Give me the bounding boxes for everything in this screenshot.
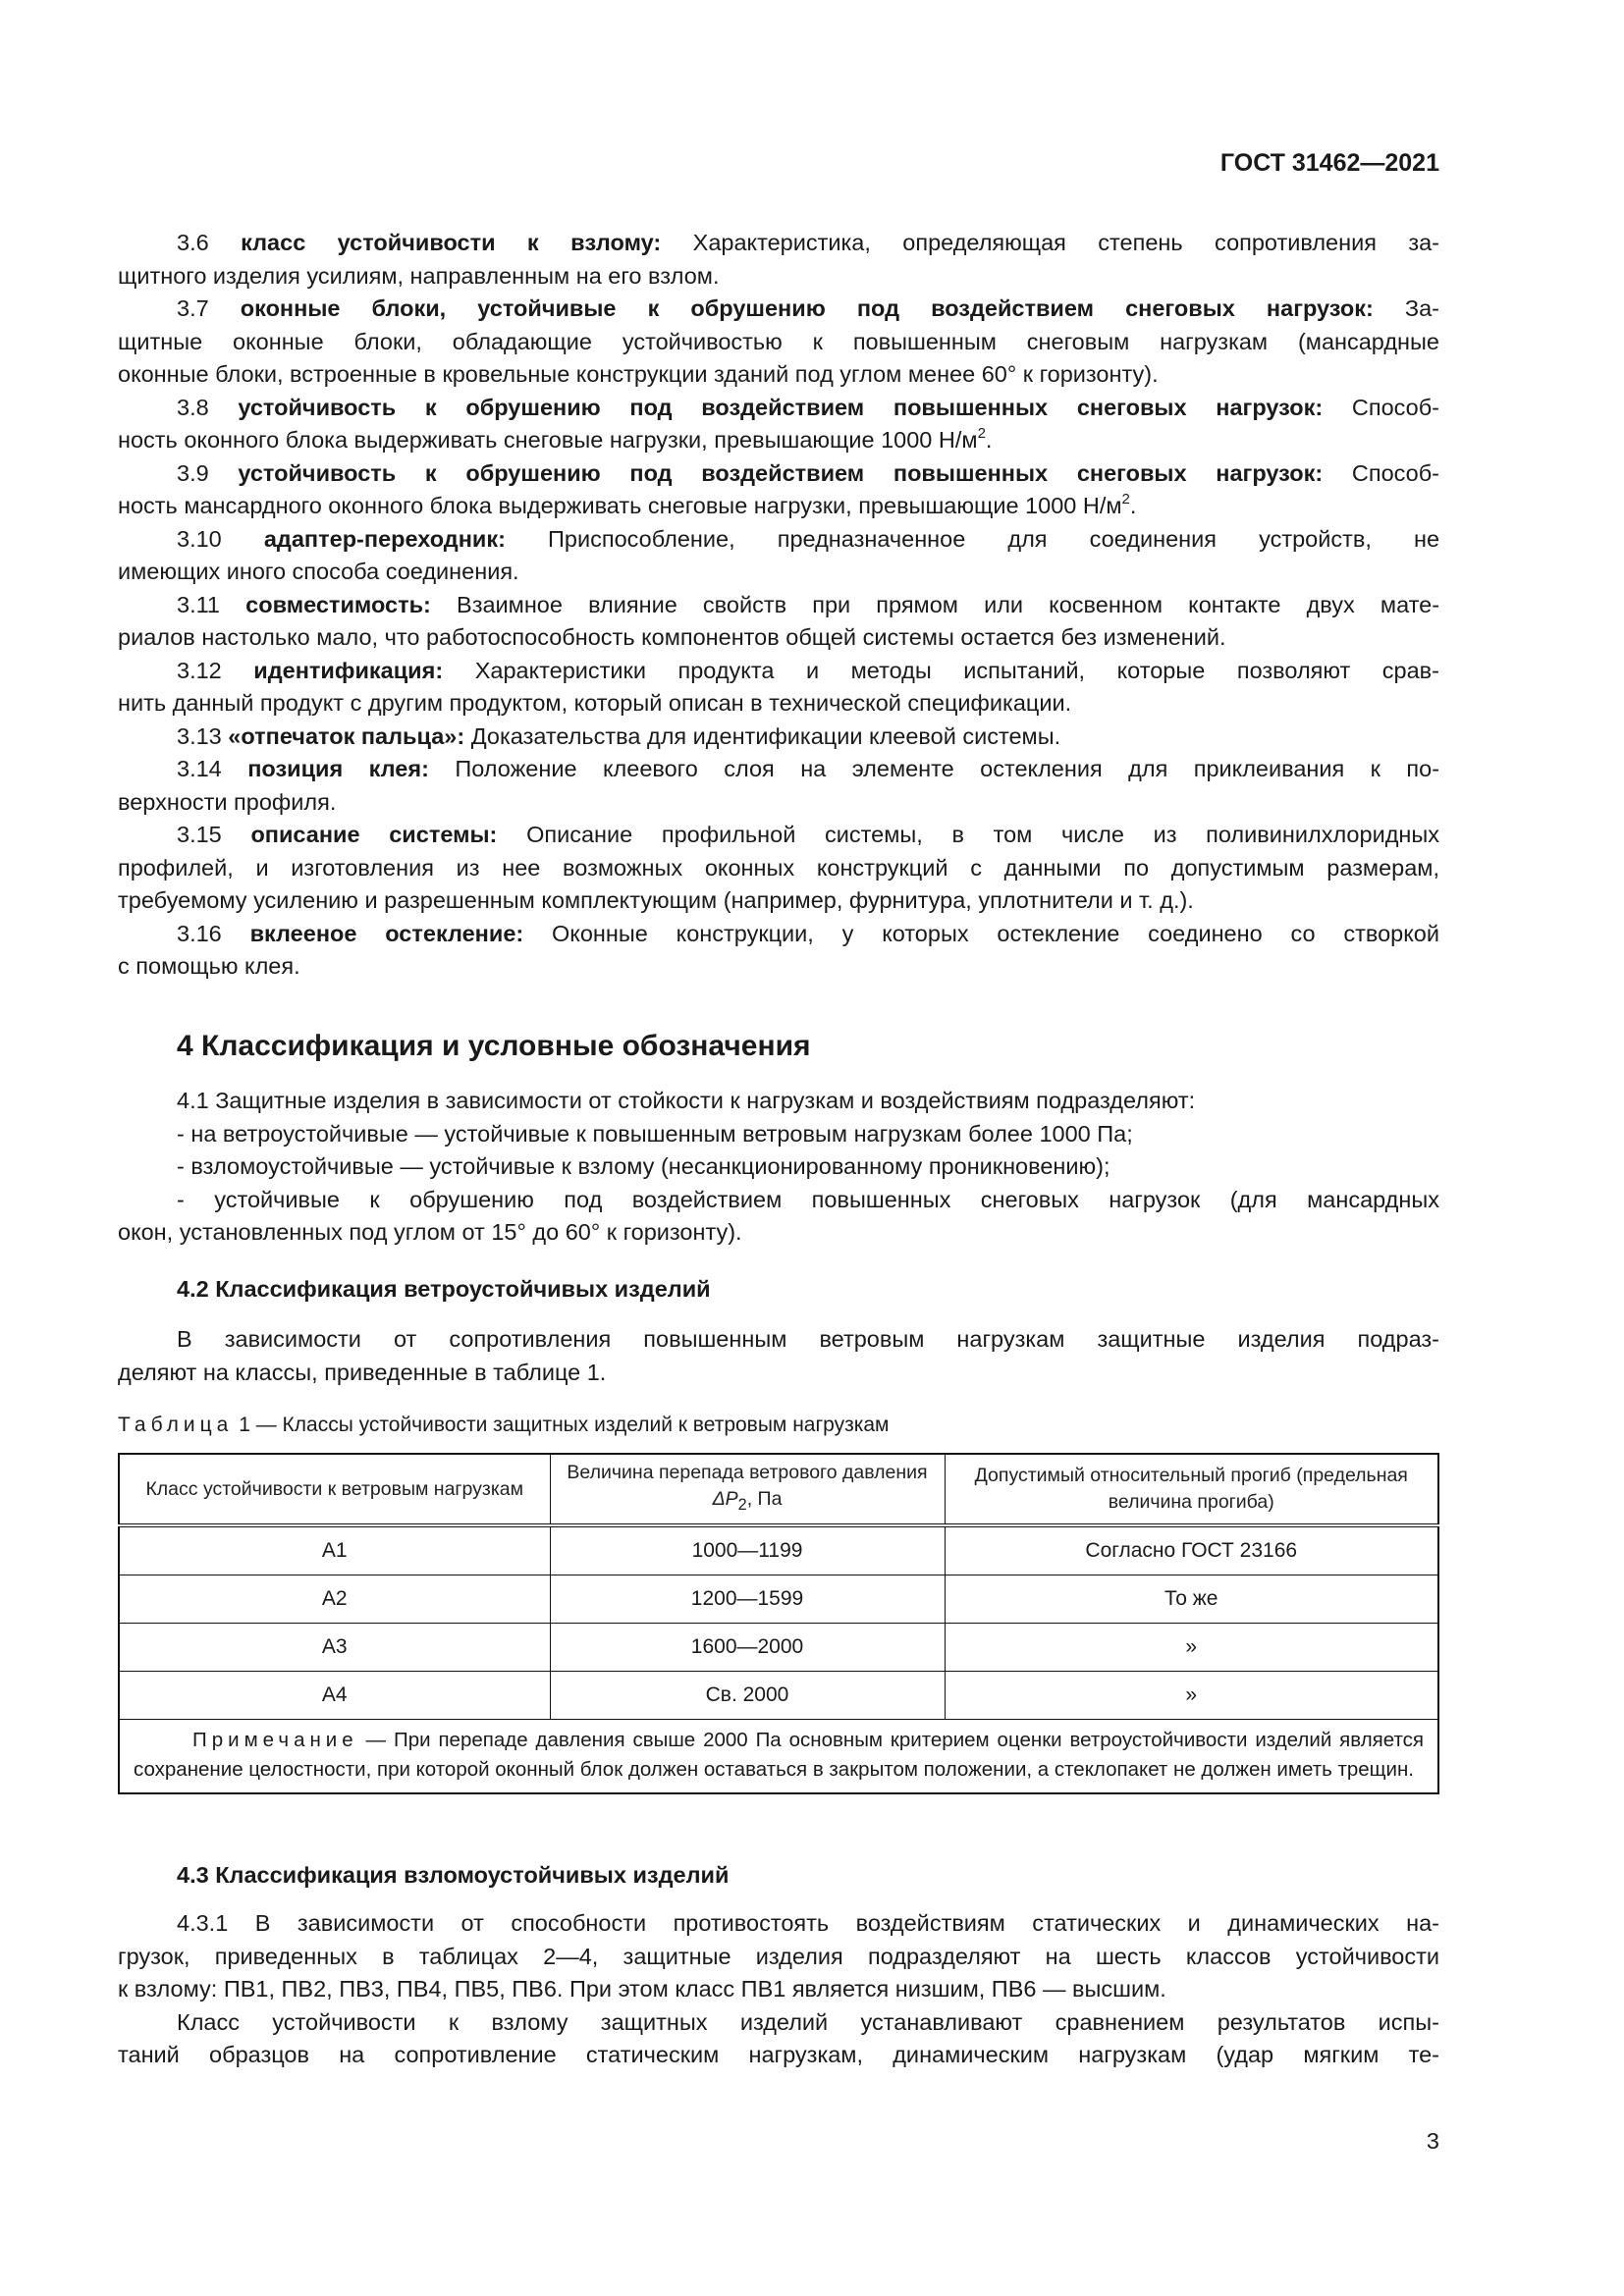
defined-term: описание системы: xyxy=(250,822,498,847)
table-caption-label: Таблица xyxy=(118,1414,234,1436)
defined-term: вклееное остекление: xyxy=(249,920,524,946)
definition-3-8 xyxy=(118,392,1439,457)
text-line xyxy=(118,358,1439,392)
text-line xyxy=(118,852,1439,885)
paragraph xyxy=(118,1118,1439,1151)
line-text: ность мансардного оконного блока выдерживать снеговые нагрузки, превышающие 1000 Н/м xyxy=(118,493,1122,518)
table-caption-text: 1 — Классы устойчивости защитных изделий к ветровым нагрузкам xyxy=(239,1414,890,1436)
paragraph xyxy=(118,1184,1439,1250)
table-cell: А3 xyxy=(119,1624,550,1672)
paragraph xyxy=(118,1150,1439,1184)
definition-3-15 xyxy=(118,819,1439,918)
superscript: 2 xyxy=(1121,491,1130,507)
defined-term: «отпечаток пальца»: xyxy=(228,722,465,749)
clause-number: 3.12 xyxy=(177,657,222,683)
clause-4-2-heading: 4.2 Классификация ветроустойчивых изделий xyxy=(177,1276,711,1302)
line-text: таний образцов на сопротивление статическим нагрузкам, динамическим нагрузкам (удар мягким те- xyxy=(118,2042,1439,2067)
line-text: требуемому усилению и разрешенным комплектующим (например, фурнитура, уплотнители и т. д.). xyxy=(118,887,1194,913)
line-text: деляют на классы, приведенные в таблице 1. xyxy=(118,1359,607,1385)
line-text: щитные оконные блоки, обладающие устойчивостью к повышенным снеговым нагрузкам (мансардные xyxy=(118,328,1439,354)
paragraph xyxy=(118,1085,1439,1118)
text-line xyxy=(118,1973,1439,2006)
text-line xyxy=(118,1184,1439,1217)
line-text: - на ветроустойчивые — устойчивые к повышенным ветровым нагрузкам более 1000 Па; xyxy=(177,1120,1133,1147)
line-text: к взлому: ПВ1, ПВ2, ПВ3, ПВ4, ПВ5, ПВ6. При этом класс ПВ1 является низшим, ПВ6 — высшим. xyxy=(118,1976,1166,2002)
text-line xyxy=(118,786,1439,820)
table-cell: 1000—1199 xyxy=(550,1525,945,1575)
line-text: Описание профильной системы, в том числе из поливинилхлоридных xyxy=(526,822,1440,847)
text-line xyxy=(118,1907,1439,1941)
line-text: с помощью клея. xyxy=(118,953,300,979)
page-number: 3 xyxy=(1426,2128,1439,2154)
clause-4-3-text xyxy=(118,1907,1439,2072)
line-text: Способ- xyxy=(1351,459,1440,486)
definitions-section xyxy=(118,227,1439,984)
clause-number: 3.16 xyxy=(177,920,222,946)
clause-number: 3.9 xyxy=(177,459,209,486)
table-cell: » xyxy=(945,1624,1438,1672)
text-line xyxy=(118,1941,1439,1974)
text-line xyxy=(118,1150,1439,1184)
definition-3-6 xyxy=(118,227,1439,293)
line-text: Приспособление, предназначенное для соединения устройств, не xyxy=(548,525,1440,552)
defined-term: совместимость: xyxy=(245,591,431,617)
line-text: В зависимости от сопротивления повышенным ветровым нагрузкам защитные изделия подраз- xyxy=(177,1326,1439,1352)
text-line xyxy=(118,621,1439,655)
text-line xyxy=(118,293,1439,326)
line-text: риалов настолько мало, что работоспособность компонентов общей системы остается без изменений. xyxy=(118,624,1226,650)
definition-3-7 xyxy=(118,293,1439,392)
clause-number: 3.11 xyxy=(177,591,220,617)
line-text: профилей, и изготовления из нее возможных оконных конструкций с данными по допустимым размерам, xyxy=(118,854,1439,881)
clause-4-3-heading: 4.3 Классификация взломоустойчивых изделий xyxy=(177,1862,730,1888)
text-line xyxy=(118,523,1439,557)
text-line xyxy=(118,687,1439,721)
text-line xyxy=(118,2006,1439,2040)
table-header-row xyxy=(119,1454,1438,1525)
table-cell: А2 xyxy=(119,1575,550,1624)
line-text: Класс устойчивости к взлому защитных изделий устанавливают сравнением результатов испы- xyxy=(177,2008,1439,2035)
defined-term: позиция клея: xyxy=(247,756,429,781)
line-text: окон, установленных под углом от 15° до 60° к горизонту). xyxy=(118,1219,742,1245)
text-line xyxy=(118,950,1439,984)
clause-4-2-text xyxy=(118,1323,1439,1389)
text-line xyxy=(118,260,1439,294)
table-row xyxy=(119,1575,1438,1624)
line-text: Характеристика, определяющая степень сопротивления за- xyxy=(692,230,1440,255)
table-note-row xyxy=(119,1720,1438,1794)
line-text: Положение клеевого слоя на элементе остекления для приклеивания к по- xyxy=(455,756,1440,781)
line-text: Оконные конструкции, у которых остекление соединено со створкой xyxy=(552,920,1439,946)
clause-number: 3.10 xyxy=(177,525,222,552)
line-text: ность оконного блока выдерживать снеговые нагрузки, превышающие 1000 Н/м xyxy=(118,427,978,453)
table-row xyxy=(119,1525,1438,1575)
line-text: верхности профиля. xyxy=(118,788,337,815)
line-text: 4.3.1 В зависимости от способности противостоять воздействиям статических и динамических на- xyxy=(177,1910,1439,1936)
paragraph xyxy=(118,2006,1439,2072)
definition-3-16 xyxy=(118,918,1439,984)
text-line xyxy=(118,457,1439,491)
defined-term: идентификация: xyxy=(253,657,444,683)
table-row xyxy=(119,1624,1438,1672)
definition-3-14 xyxy=(118,753,1439,819)
line-text: Способ- xyxy=(1351,394,1440,420)
line-text: . xyxy=(1129,493,1137,518)
defined-term: оконные блоки, устойчивые к обрушению под воздействием снеговых нагрузок: xyxy=(240,295,1374,321)
text-line xyxy=(118,1118,1439,1151)
text-line xyxy=(118,392,1439,425)
section-4-heading: 4 Классификация и условные обозначения xyxy=(177,1030,811,1062)
text-line xyxy=(118,819,1439,852)
text-line xyxy=(118,884,1439,918)
line-text: имеющих иного способа соединения. xyxy=(118,559,519,584)
text-line xyxy=(118,589,1439,622)
definition-3-9 xyxy=(118,457,1439,523)
table-cell: А1 xyxy=(119,1525,550,1575)
column-header-deflection: Допустимый относительный прогиб (предельная величина прогиба) xyxy=(945,1454,1438,1525)
table-note: Примечание — При перепаде давления свыше 2000 Па основным критерием оценки ветроустойчивости изделий является сохранение целостности, при которой оконный блок должен оставаться в закрытом положении, а стеклопакет не должен иметь трещин. xyxy=(119,1720,1438,1794)
line-text: За- xyxy=(1404,295,1440,321)
defined-term: устойчивость к обрушению под воздействием повышенных снеговых нагрузок: xyxy=(238,459,1324,486)
line-text: оконные блоки, встроенные в кровельные конструкции зданий под углом менее 60° к горизонту). xyxy=(118,361,1159,387)
text-line xyxy=(118,655,1439,688)
text-line xyxy=(118,424,1439,457)
text-line xyxy=(118,227,1439,260)
text-line xyxy=(118,918,1439,951)
definition-3-10 xyxy=(118,523,1439,589)
definition-3-12 xyxy=(118,655,1439,721)
text-line xyxy=(118,1216,1439,1250)
clause-4-1 xyxy=(118,1085,1439,1250)
definition-3-11 xyxy=(118,589,1439,655)
line-text: грузок, приведенных в таблицах 2—4, защитные изделия подразделяют на шесть классов устойчивости xyxy=(118,1943,1439,1969)
text-line xyxy=(118,326,1439,359)
text-line xyxy=(118,1323,1439,1357)
line-text: Доказательства для идентификации клеевой системы. xyxy=(470,722,1061,749)
table-cell: Согласно ГОСТ 23166 xyxy=(945,1525,1438,1575)
column-header-pressure: Величина перепада ветрового давления $\Delta P_2$, Па xyxy=(550,1454,945,1525)
document-id-header: ГОСТ 31462—2021 xyxy=(1219,149,1439,177)
table-cell: 1600—2000 xyxy=(550,1624,945,1672)
defined-term: устойчивость к обрушению под воздействием повышенных снеговых нагрузок: xyxy=(238,394,1324,420)
table-cell: Св. 2000 xyxy=(550,1672,945,1720)
paragraph xyxy=(118,1323,1439,1389)
clause-number: 3.6 xyxy=(177,230,209,255)
line-text: щитного изделия усилиям, направленным на его взлом. xyxy=(118,262,720,289)
clause-number: 3.8 xyxy=(177,394,209,420)
line-text: Характеристики продукта и методы испытаний, которые позволяют срав- xyxy=(474,657,1439,683)
table-cell: То же xyxy=(945,1575,1438,1624)
line-text: 4.1 Защитные изделия в зависимости от стойкости к нагрузкам и воздействиям подразделяют: xyxy=(177,1088,1196,1113)
table-cell: » xyxy=(945,1672,1438,1720)
line-text: - устойчивые к обрушению под воздействием повышенных снеговых нагрузок (для мансардных xyxy=(177,1186,1439,1212)
clause-number: 3.15 xyxy=(177,822,222,847)
table-cell: А4 xyxy=(119,1672,550,1720)
text-line xyxy=(118,1357,1439,1390)
line-text: . xyxy=(985,427,993,453)
text-line xyxy=(118,721,1439,754)
text-line xyxy=(118,490,1439,523)
defined-term: класс устойчивости к взлому: xyxy=(241,230,662,255)
text-line xyxy=(118,556,1439,589)
definition-3-13 xyxy=(118,721,1439,754)
clause-number: 3.13 xyxy=(177,722,222,749)
clause-number: 3.7 xyxy=(177,295,209,321)
line-text: Взаимное влияние свойств при прямом или косвенном контакте двух мате- xyxy=(457,591,1440,617)
text-line xyxy=(118,2039,1439,2072)
paragraph xyxy=(118,1907,1439,2006)
clause-number: 3.14 xyxy=(177,756,222,781)
table-cell: 1200—1599 xyxy=(550,1575,945,1624)
column-header-class: Класс устойчивости к ветровым нагрузкам xyxy=(119,1454,550,1525)
line-text: нить данный продукт с другим продуктом, который описан в технической спецификации. xyxy=(118,690,1072,716)
text-line xyxy=(118,1085,1439,1118)
text-line xyxy=(118,753,1439,786)
superscript: 2 xyxy=(977,425,986,442)
line-text: - взломоустойчивые — устойчивые к взлому (несанкционированному проникновению); xyxy=(177,1153,1110,1179)
table-1-caption xyxy=(118,1412,1439,1439)
defined-term: адаптер-переходник: xyxy=(263,525,506,552)
table-row xyxy=(119,1672,1438,1720)
table-1-wind-classes xyxy=(118,1453,1439,1794)
